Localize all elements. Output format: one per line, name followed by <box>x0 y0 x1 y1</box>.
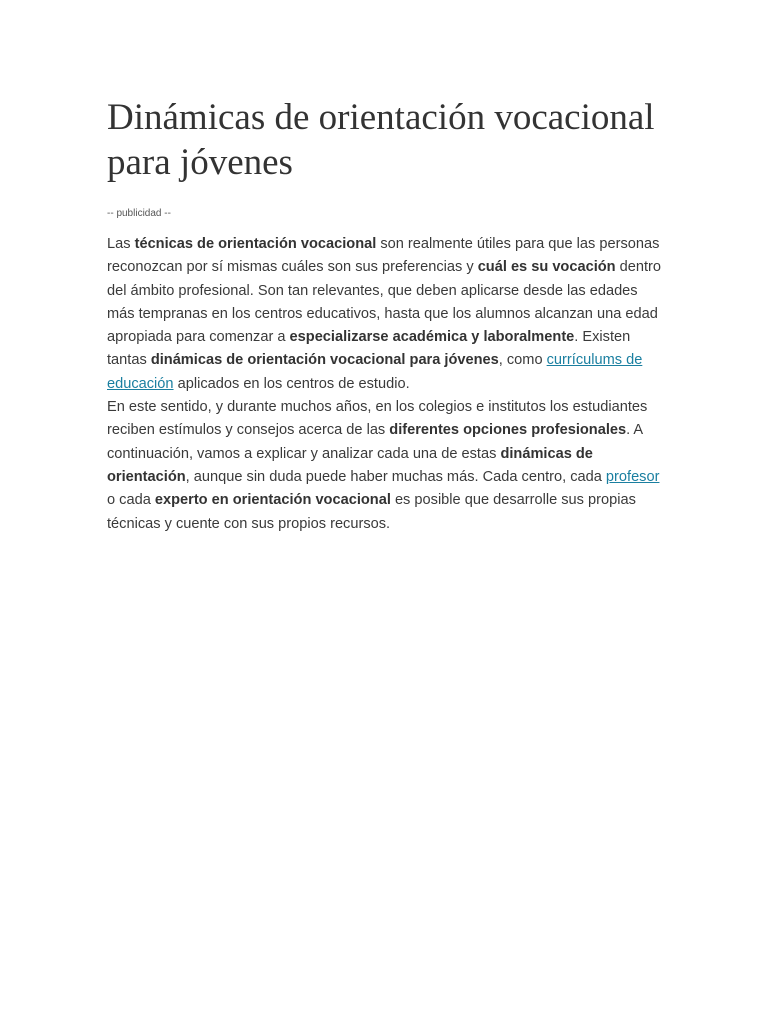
second-paragraph <box>107 396 667 536</box>
curriculums-link[interactable]: currículums de educación <box>107 352 643 392</box>
text-run: es posible que desarrolle sus propias técnicas y cuente con sus propios recursos. <box>107 492 636 532</box>
text-run: . A continuación, vamos a explicar y analizar cada una de estas <box>107 422 643 462</box>
text-run: En este sentido, y durante muchos años, en los colegios e institutos los estudiantes reciben estímulos y consejos acerca de las <box>107 399 648 439</box>
intro-paragraph <box>107 233 667 396</box>
profesor-link[interactable]: profesor <box>605 468 660 485</box>
page-title: Dinámicas de orientación vocacional para jóvenes <box>107 97 655 183</box>
bold-phrase: cuál es su vocación <box>477 259 616 276</box>
text-run: son realmente útiles para que las personas reconozcan por sí mismas cuáles son sus preferencias y <box>107 236 660 276</box>
bold-phrase: técnicas de orientación vocacional <box>134 236 377 252</box>
text-run: , como <box>498 352 547 369</box>
bold-phrase: diferentes opciones profesionales <box>389 422 627 439</box>
text-run: aplicados en los centros de estudio. <box>173 375 410 392</box>
bold-phrase: dinámicas de orientación vocacional para jóvenes <box>150 352 499 369</box>
bold-phrase: especializarse académica y laboralmente <box>289 329 575 346</box>
article <box>107 95 667 536</box>
text-run: Las <box>107 236 135 252</box>
text-run: o cada <box>107 492 155 509</box>
bold-phrase: experto en orientación vocacional <box>154 492 391 509</box>
advertising-label: -- publicidad -- <box>107 208 171 219</box>
bold-phrase: dinámicas de orientación <box>107 445 593 485</box>
text-run: . Existen tantas <box>107 329 631 369</box>
text-run: , aunque sin duda puede haber muchas más. Cada centro, cada <box>185 468 606 485</box>
text-run: dentro del ámbito profesional. Son tan relevantes, que deben aplicarse desde las edades más tempranas en los centros educativos, hasta que los alumnos alcanzan una edad apropiada para comenzar a <box>107 259 662 346</box>
